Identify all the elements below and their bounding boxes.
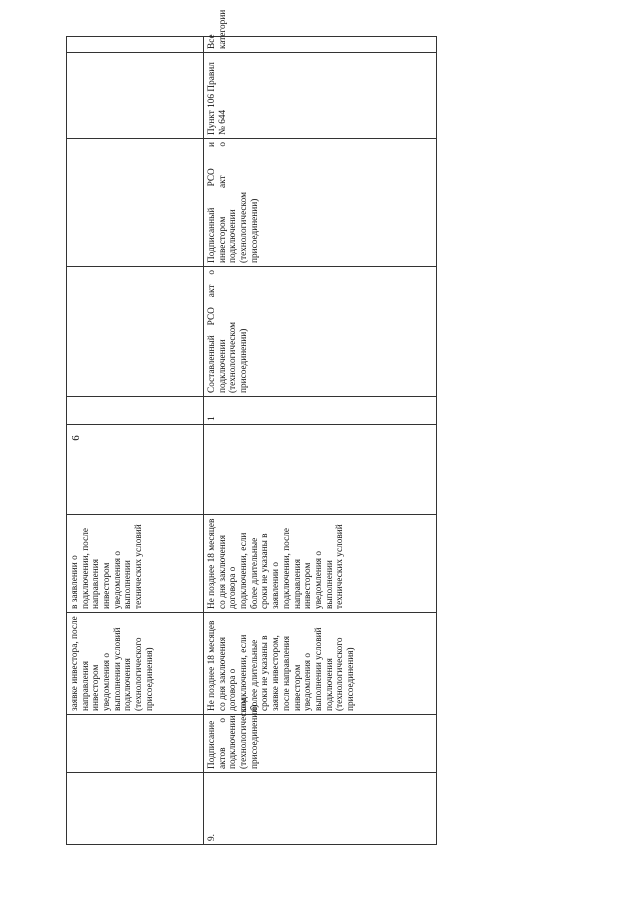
cell-term-a: Не позднее 18 месяцев со дня заключения договора о подключении, если более длительные сроки не указаны в заявке инвестором, после направления инвестором уведомления о выполнении условий подключения (технологического присоединения) — [204, 613, 437, 715]
cell-number: 9. — [204, 773, 437, 845]
table-row — [67, 37, 204, 845]
table-row — [204, 37, 437, 845]
cell-term-b: в заявлении о подключении, после направления инвестором уведомления о выполнении технических условий — [67, 515, 204, 613]
cell-count — [67, 397, 204, 425]
cell-basis — [67, 53, 204, 139]
cell-count: 1 — [204, 397, 437, 425]
cell-doc-in: Составленный РСО акт о подключении (технологическом присоединении) — [204, 267, 437, 397]
cell-stage: Подписание актов о подключении (технологическом присоединении) — [204, 715, 437, 773]
cell-doc-out: Подписанный РСО и инвестором акт о подключении (технологическом присоединении) — [204, 139, 437, 267]
cell-term-a: заявке инвестора, после направления инвестором уведомления о выполнении условий подключения (технологического присоединения) — [67, 613, 204, 715]
cell-empty — [204, 425, 437, 515]
cell-number — [67, 773, 204, 845]
table-container — [66, 9, 436, 845]
cell-stage — [67, 715, 204, 773]
cell-categories: Все категории — [204, 37, 437, 53]
cell-doc-out — [67, 139, 204, 267]
cell-empty — [67, 425, 204, 515]
cell-doc-in — [67, 267, 204, 397]
page-number: 6 — [70, 435, 82, 441]
cell-basis: Пункт 106 Правил № 644 — [204, 53, 437, 139]
cell-term-b: Не позднее 18 месяцев со дня заключения договора о подключении, если более длительные сроки не указаны в заявлении о подключении, после направления инвестором уведомления о выполнении технических условий — [204, 515, 437, 613]
procedure-table — [66, 9, 437, 845]
cell-categories — [67, 37, 204, 53]
